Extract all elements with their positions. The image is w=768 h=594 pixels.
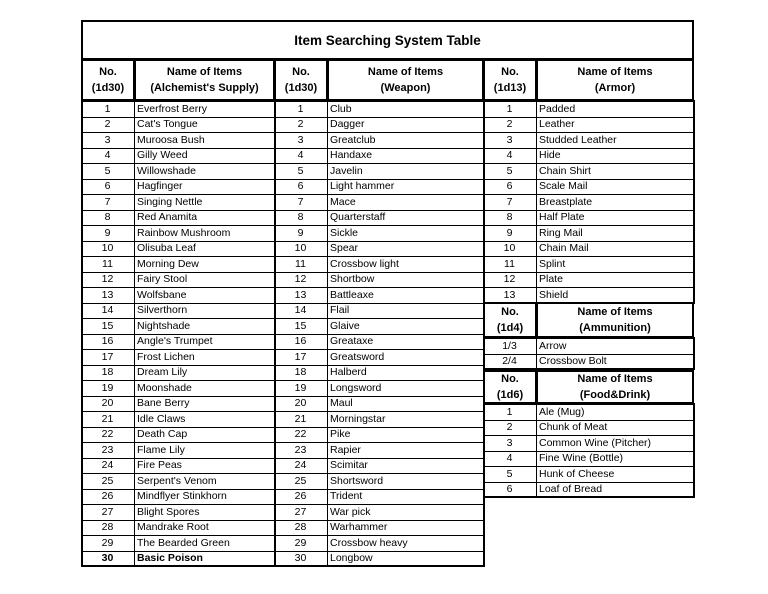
alchemist-row-divider [81, 489, 275, 490]
ammunition-no-header-line: No. [501, 306, 519, 318]
alchemist-row-number: 8 [104, 211, 111, 224]
alchemist-row-divider [81, 365, 275, 366]
weapon-row-divider [274, 489, 484, 490]
ammunition-row-name: Arrow [539, 339, 567, 352]
food-row-number: 2 [506, 421, 513, 434]
alchemist-row-divider [81, 458, 275, 459]
alchemist-row-number: 13 [101, 288, 114, 301]
alchemist-row-number: 23 [101, 443, 114, 456]
food-row-name: Ale (Mug) [539, 405, 585, 418]
weapon-row-name: Longsword [330, 381, 382, 394]
food-no-header-line: No. [501, 373, 519, 385]
alchemist-name-header-line: (Alchemist's Supply) [150, 82, 259, 94]
armor-row-number: 9 [506, 226, 513, 239]
food-row-name: Fine Wine (Bottle) [539, 452, 624, 465]
armor-no-header-line: (1d13) [493, 82, 527, 94]
weapon-row-number: 14 [294, 304, 307, 317]
weapon-row-name: Warhammer [330, 521, 388, 534]
armor-row-name: Leather [539, 118, 575, 131]
armor-row-number: 6 [506, 180, 513, 193]
alchemist-row-name: Blight Spores [137, 505, 200, 518]
weapon-row-number: 20 [294, 397, 307, 410]
weapon-row-name: Battleaxe [330, 288, 374, 301]
armor-row-number: 12 [503, 273, 516, 286]
weapon-row-number: 5 [297, 164, 304, 177]
weapon-row-number: 29 [294, 536, 307, 549]
weapon-row-number: 3 [297, 133, 304, 146]
weapon-row-name: Greataxe [330, 335, 374, 348]
alchemist-row-name: Fairy Stool [137, 273, 188, 286]
alchemist-row-number: 10 [101, 242, 114, 255]
weapon-row-number: 4 [297, 149, 304, 162]
weapon-row-name: Rapier [330, 443, 361, 456]
weapon-row-name: Flail [330, 304, 350, 317]
alchemist-row-name: Serpent's Venom [137, 474, 217, 487]
alchemist-row-divider [81, 535, 275, 536]
weapon-row-divider [274, 148, 484, 149]
weapon-no-header-line: (1d30) [284, 82, 318, 94]
weapon-row-divider [274, 442, 484, 443]
food-row-divider [483, 435, 694, 436]
alchemist-no-header [81, 59, 135, 101]
armor-column-divider [536, 101, 537, 303]
alchemist-row-divider [81, 179, 275, 180]
alchemist-name-header-line: Name of Items [166, 66, 243, 78]
ammunition-no-header-line: (1d4) [496, 322, 524, 334]
armor-row-name: Chain Mail [539, 242, 589, 255]
armor-row-number: 10 [503, 242, 516, 255]
alchemist-row-number: 19 [101, 381, 114, 394]
weapon-row-divider [274, 427, 484, 428]
weapon-row-name: Club [330, 102, 352, 115]
weapon-row-name: Scimitar [330, 459, 368, 472]
alchemist-row-name: Muroosa Bush [137, 133, 205, 146]
armor-row-number: 2 [506, 118, 513, 131]
weapon-row-number: 30 [294, 552, 307, 565]
weapon-row-name: Maul [330, 397, 353, 410]
alchemist-row-number: 17 [101, 350, 114, 363]
alchemist-row-name: Bane Berry [137, 397, 190, 410]
alchemist-row-name: Cat's Tongue [137, 118, 198, 131]
weapon-name-header-line: Name of Items [367, 66, 444, 78]
food-name-header-line: Name of Items [577, 373, 653, 385]
alchemist-row-number: 4 [104, 149, 111, 162]
food-row-divider [483, 466, 694, 467]
alchemist-row-number: 3 [104, 133, 111, 146]
armor-row-divider [483, 256, 694, 257]
weapon-row-divider [274, 520, 484, 521]
weapon-row-name: Morningstar [330, 412, 386, 425]
weapon-row-number: 17 [294, 350, 307, 363]
alchemist-row-number: 11 [102, 257, 113, 270]
weapon-row-divider [274, 179, 484, 180]
alchemist-row-name: Flame Lily [137, 443, 185, 456]
alchemist-no-header-line: (1d30) [91, 82, 125, 94]
alchemist-row-name: Everfrost Berry [137, 102, 208, 115]
armor-row-number: 11 [504, 257, 515, 270]
weapon-row-number: 19 [294, 381, 307, 394]
weapon-row-number: 26 [294, 490, 307, 503]
alchemist-row-name: Nightshade [137, 319, 191, 332]
weapon-row-divider [274, 473, 484, 474]
food-row-number: 6 [506, 483, 513, 496]
food-no-header-line: (1d6) [496, 389, 524, 401]
armor-row-name: Hide [539, 149, 561, 162]
armor-row-divider [483, 163, 694, 164]
weapon-row-divider [274, 256, 484, 257]
alchemist-row-divider [81, 411, 275, 412]
ammunition-name-header [536, 302, 694, 338]
food-row-number: 3 [506, 436, 513, 449]
alchemist-row-number: 21 [101, 412, 114, 425]
weapon-row-divider [274, 241, 484, 242]
weapon-row-number: 7 [297, 195, 304, 208]
armor-row-name: Half Plate [539, 211, 585, 224]
weapon-name-header-line: (Weapon) [380, 82, 431, 94]
alchemist-row-name: Olisuba Leaf [137, 242, 196, 255]
weapon-row-divider [274, 396, 484, 397]
alchemist-row-name: Dream Lily [137, 366, 188, 379]
food-column-divider [536, 404, 537, 497]
weapon-row-name: Crossbow heavy [330, 536, 408, 549]
ammunition-row-number: 1/3 [502, 339, 517, 352]
armor-name-header-line: Name of Items [577, 66, 653, 78]
food-row-divider [483, 482, 694, 483]
weapon-row-divider [274, 334, 484, 335]
alchemist-row-divider [81, 380, 275, 381]
alchemist-row-name: Basic Poison [137, 552, 203, 565]
weapon-row-number: 2 [297, 118, 304, 131]
weapon-row-name: Halberd [330, 366, 367, 379]
ammunition-row-divider [483, 354, 694, 355]
alchemist-row-name: Mindflyer Stinkhorn [137, 490, 227, 503]
alchemist-row-number: 7 [104, 195, 111, 208]
alchemist-row-number: 2 [104, 118, 111, 131]
weapon-row-divider [274, 303, 484, 304]
armor-row-divider [483, 148, 694, 149]
alchemist-row-number: 12 [101, 273, 114, 286]
armor-row-name: Chain Shirt [539, 164, 591, 177]
alchemist-row-name: Idle Claws [137, 412, 186, 425]
alchemist-row-divider [81, 148, 275, 149]
weapon-row-divider [274, 117, 484, 118]
alchemist-column-divider [134, 101, 135, 566]
weapon-column-divider [327, 101, 328, 566]
weapon-row-number: 18 [294, 366, 307, 379]
alchemist-row-name: Mandrake Root [137, 521, 209, 534]
weapon-row-divider [274, 458, 484, 459]
alchemist-row-divider [81, 427, 275, 428]
alchemist-row-name: The Bearded Green [137, 536, 230, 549]
weapon-no-header-line: No. [292, 66, 310, 78]
food-name-header-line: (Food&Drink) [579, 389, 651, 401]
ammunition-row-name: Crossbow Bolt [539, 355, 607, 368]
alchemist-row-name: Silverthorn [137, 304, 188, 317]
alchemist-row-divider [81, 163, 275, 164]
armor-row-number: 3 [506, 133, 513, 146]
weapon-row-divider [274, 365, 484, 366]
armor-name-header-line: (Armor) [594, 82, 636, 94]
weapon-name-header [327, 59, 484, 101]
alchemist-row-number: 18 [101, 366, 114, 379]
armor-row-number: 13 [503, 288, 516, 301]
alchemist-row-name: Death Cap [137, 428, 188, 441]
alchemist-row-number: 14 [101, 304, 114, 317]
weapon-row-name: Longbow [330, 552, 373, 565]
weapon-row-name: Javelin [330, 164, 363, 177]
alchemist-row-divider [81, 210, 275, 211]
armor-row-divider [483, 117, 694, 118]
alchemist-row-divider [81, 194, 275, 195]
armor-row-divider [483, 287, 694, 288]
armor-row-divider [483, 225, 694, 226]
alchemist-row-number: 25 [101, 474, 114, 487]
alchemist-row-name: Singing Nettle [137, 195, 203, 208]
weapon-row-name: Greatclub [330, 133, 376, 146]
weapon-row-divider [274, 504, 484, 505]
weapon-row-number: 8 [297, 211, 304, 224]
alchemist-row-name: Willowshade [137, 164, 196, 177]
weapon-row-divider [274, 287, 484, 288]
weapon-row-name: Spear [330, 242, 359, 255]
armor-row-divider [483, 241, 694, 242]
armor-row-name: Studded Leather [539, 133, 617, 146]
weapon-row-divider [274, 163, 484, 164]
alchemist-row-divider [81, 520, 275, 521]
alchemist-row-divider [81, 504, 275, 505]
alchemist-row-number: 26 [101, 490, 114, 503]
alchemist-row-name: Angle's Trumpet [137, 335, 213, 348]
alchemist-row-number: 20 [101, 397, 114, 410]
alchemist-row-divider [81, 349, 275, 350]
weapon-row-name: Shortsword [330, 474, 384, 487]
weapon-row-divider [274, 132, 484, 133]
armor-row-divider [483, 272, 694, 273]
ammunition-name-header-line: Name of Items [577, 306, 653, 318]
food-name-header [536, 370, 694, 404]
alchemist-row-name: Frost Lichen [137, 350, 195, 363]
alchemist-row-number: 30 [101, 552, 114, 565]
armor-row-divider [483, 194, 694, 195]
ammunition-name-header-line: (Ammunition) [579, 322, 651, 334]
armor-row-name: Padded [539, 102, 576, 115]
alchemist-row-divider [81, 241, 275, 242]
alchemist-row-divider [81, 272, 275, 273]
alchemist-row-divider [81, 303, 275, 304]
alchemist-row-divider [81, 551, 275, 552]
food-row-name: Chunk of Meat [539, 421, 608, 434]
weapon-row-number: 28 [294, 521, 307, 534]
alchemist-row-name: Moonshade [137, 381, 192, 394]
weapon-row-number: 23 [294, 443, 307, 456]
food-row-name: Loaf of Bread [539, 483, 603, 496]
food-row-number: 5 [506, 467, 513, 480]
weapon-row-number: 22 [294, 428, 307, 441]
food-row-divider [483, 420, 694, 421]
alchemist-row-divider [81, 117, 275, 118]
weapon-row-number: 12 [294, 273, 307, 286]
weapon-row-name: Dagger [330, 118, 365, 131]
weapon-row-divider [274, 272, 484, 273]
armor-row-number: 1 [506, 102, 513, 115]
alchemist-name-header [134, 59, 275, 101]
food-row-name: Hunk of Cheese [539, 467, 615, 480]
armor-row-name: Plate [539, 273, 563, 286]
alchemist-row-number: 1 [104, 102, 111, 115]
armor-row-name: Splint [539, 257, 566, 270]
alchemist-row-number: 16 [101, 335, 114, 348]
weapon-row-name: War pick [330, 505, 371, 518]
alchemist-row-number: 27 [101, 505, 114, 518]
food-no-header [483, 370, 537, 404]
alchemist-row-number: 29 [101, 536, 114, 549]
alchemist-row-number: 28 [101, 521, 114, 534]
armor-row-name: Ring Mail [539, 226, 583, 239]
alchemist-row-number: 9 [104, 226, 111, 239]
weapon-row-number: 9 [297, 226, 304, 239]
alchemist-row-name: Morning Dew [137, 257, 199, 270]
alchemist-row-divider [81, 256, 275, 257]
armor-no-header [483, 59, 537, 101]
alchemist-row-divider [81, 473, 275, 474]
item-searching-table [81, 20, 694, 574]
weapon-row-name: Crossbow light [330, 257, 399, 270]
alchemist-row-divider [81, 442, 275, 443]
armor-row-name: Shield [539, 288, 569, 301]
alchemist-row-number: 5 [104, 164, 111, 177]
weapon-row-name: Mace [330, 195, 356, 208]
alchemist-row-divider [81, 132, 275, 133]
armor-row-divider [483, 179, 694, 180]
food-row-number: 4 [506, 452, 513, 465]
alchemist-row-number: 6 [104, 180, 111, 193]
ammunition-row-number: 2/4 [502, 355, 517, 368]
weapon-row-number: 25 [294, 474, 307, 487]
alchemist-no-header-line: No. [99, 66, 117, 78]
weapon-row-name: Pike [330, 428, 351, 441]
weapon-row-name: Greatsword [330, 350, 385, 363]
armor-row-name: Breastplate [539, 195, 593, 208]
weapon-row-name: Trident [330, 490, 363, 503]
armor-no-header-line: No. [501, 66, 519, 78]
alchemist-row-name: Red Anamita [137, 211, 198, 224]
weapon-row-number: 1 [297, 102, 304, 115]
weapon-row-name: Quarterstaff [330, 211, 386, 224]
ammunition-no-header [483, 302, 537, 338]
weapon-row-divider [274, 380, 484, 381]
weapon-row-divider [274, 349, 484, 350]
alchemist-row-divider [81, 287, 275, 288]
weapon-row-number: 11 [295, 257, 306, 270]
weapon-no-header [274, 59, 328, 101]
alchemist-row-divider [81, 318, 275, 319]
weapon-row-number: 10 [294, 242, 307, 255]
armor-row-number: 5 [506, 164, 513, 177]
weapon-row-divider [274, 225, 484, 226]
weapon-row-name: Light hammer [330, 180, 395, 193]
weapon-row-name: Shortbow [330, 273, 375, 286]
weapon-row-divider [274, 551, 484, 552]
armor-row-number: 7 [506, 195, 513, 208]
alchemist-row-name: Hagfinger [137, 180, 183, 193]
weapon-row-divider [274, 318, 484, 319]
weapon-row-name: Handaxe [330, 149, 373, 162]
alchemist-row-number: 15 [101, 319, 114, 332]
armor-row-divider [483, 210, 694, 211]
alchemist-row-name: Rainbow Mushroom [137, 226, 231, 239]
alchemist-row-divider [81, 396, 275, 397]
weapon-row-divider [274, 210, 484, 211]
armor-row-number: 8 [506, 211, 513, 224]
alchemist-row-number: 24 [101, 459, 114, 472]
alchemist-row-name: Gilly Weed [137, 149, 188, 162]
weapon-row-number: 6 [297, 180, 304, 193]
weapon-row-number: 27 [294, 505, 307, 518]
table-title: Item Searching System Table [81, 20, 694, 60]
armor-row-divider [483, 132, 694, 133]
weapon-row-divider [274, 535, 484, 536]
weapon-row-divider [274, 411, 484, 412]
weapon-row-name: Sickle [330, 226, 359, 239]
weapon-row-number: 24 [294, 459, 307, 472]
alchemist-row-name: Wolfsbane [137, 288, 187, 301]
armor-name-header [536, 59, 694, 101]
food-row-number: 1 [506, 405, 513, 418]
food-row-divider [483, 451, 694, 452]
ammunition-column-divider [536, 338, 537, 369]
weapon-row-number: 15 [294, 319, 307, 332]
weapon-row-number: 16 [294, 335, 307, 348]
armor-row-number: 4 [506, 149, 513, 162]
alchemist-row-number: 22 [101, 428, 114, 441]
armor-row-name: Scale Mail [539, 180, 588, 193]
weapon-row-divider [274, 194, 484, 195]
alchemist-row-name: Fire Peas [137, 459, 182, 472]
weapon-row-name: Glaive [330, 319, 360, 332]
weapon-row-number: 13 [294, 288, 307, 301]
food-row-name: Common Wine (Pitcher) [539, 436, 652, 449]
weapon-row-number: 21 [294, 412, 307, 425]
alchemist-row-divider [81, 334, 275, 335]
alchemist-row-divider [81, 225, 275, 226]
